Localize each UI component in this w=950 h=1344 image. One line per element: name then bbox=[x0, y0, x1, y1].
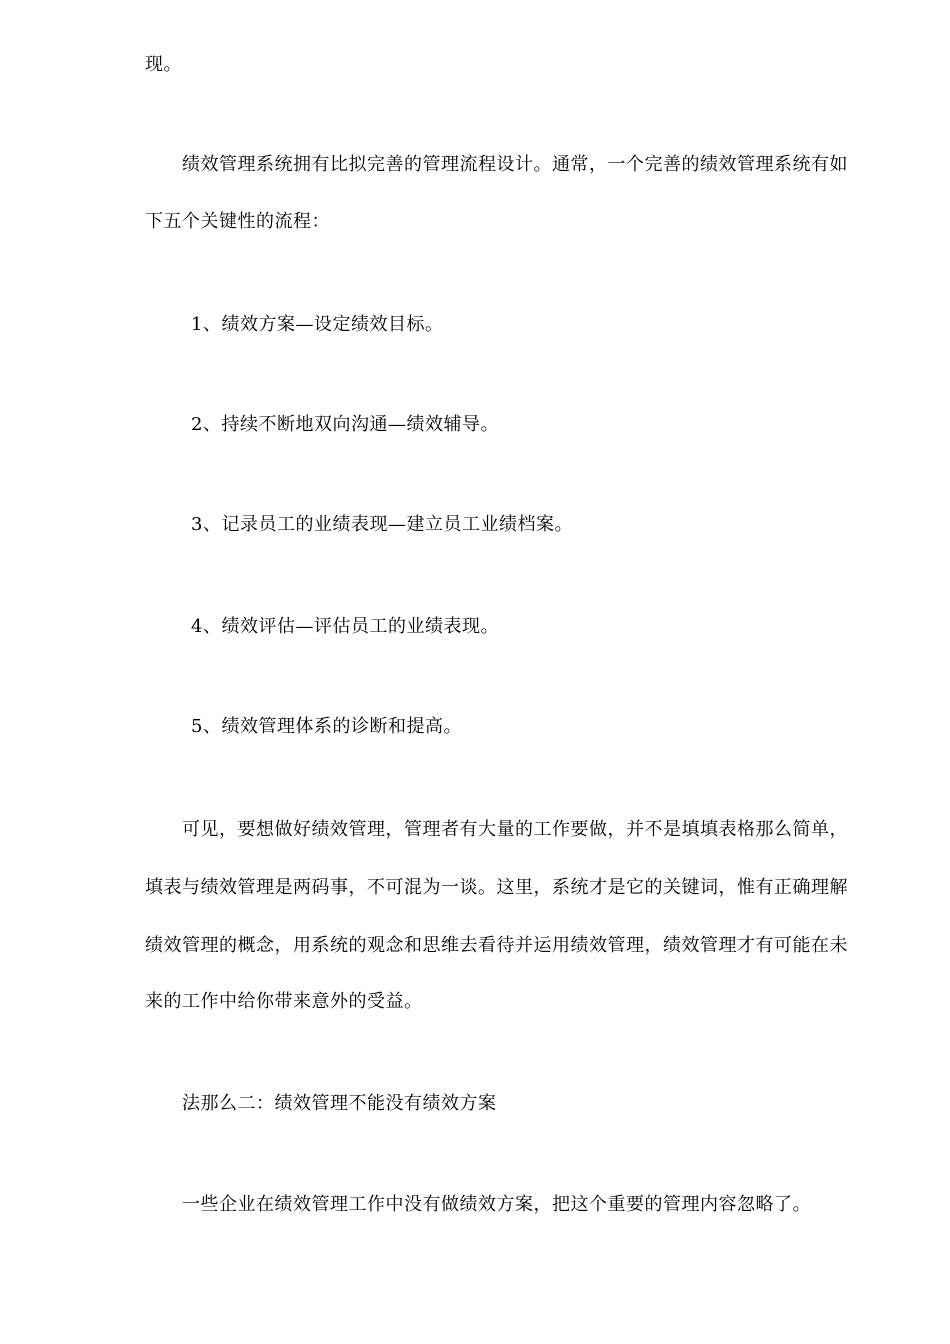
paragraph-2-line-1: 可见，要想做好绩效管理，管理者有大量的工作要做，并不是填填表格那么简单， bbox=[182, 819, 848, 840]
list-item-1: 1、绩效方案—设定绩效目标。 bbox=[191, 314, 444, 335]
paragraph-2-line-3: 绩效管理的概念，用系统的观念和思维去看待并运用绩效管理，绩效管理才有可能在未 bbox=[145, 935, 848, 956]
paragraph-3-line-1: 一些企业在绩效管理工作中没有做绩效方案，把这个重要的管理内容忽略了。 bbox=[182, 1194, 811, 1215]
list-item-2: 2、持续不断地双向沟通—绩效辅导。 bbox=[191, 414, 499, 435]
paragraph-2-line-2: 填表与绩效管理是两码事，不可混为一谈。这里，系统才是它的关键词，惟有正确理解 bbox=[145, 877, 848, 898]
continuation-line: 现。 bbox=[145, 54, 182, 75]
paragraph-2-line-4: 来的工作中给你带来意外的受益。 bbox=[145, 991, 423, 1012]
section-heading: 法那么二：绩效管理不能没有绩效方案 bbox=[182, 1093, 497, 1114]
paragraph-1-line-2: 下五个关键性的流程： bbox=[145, 211, 330, 232]
list-item-3: 3、记录员工的业绩表现—建立员工业绩档案。 bbox=[191, 514, 573, 535]
list-item-5: 5、绩效管理体系的诊断和提高。 bbox=[191, 716, 462, 737]
list-item-4: 4、绩效评估—评估员工的业绩表现。 bbox=[191, 616, 499, 637]
paragraph-1-line-1: 绩效管理系统拥有比拟完善的管理流程设计。通常，一个完善的绩效管理系统有如 bbox=[182, 154, 848, 175]
